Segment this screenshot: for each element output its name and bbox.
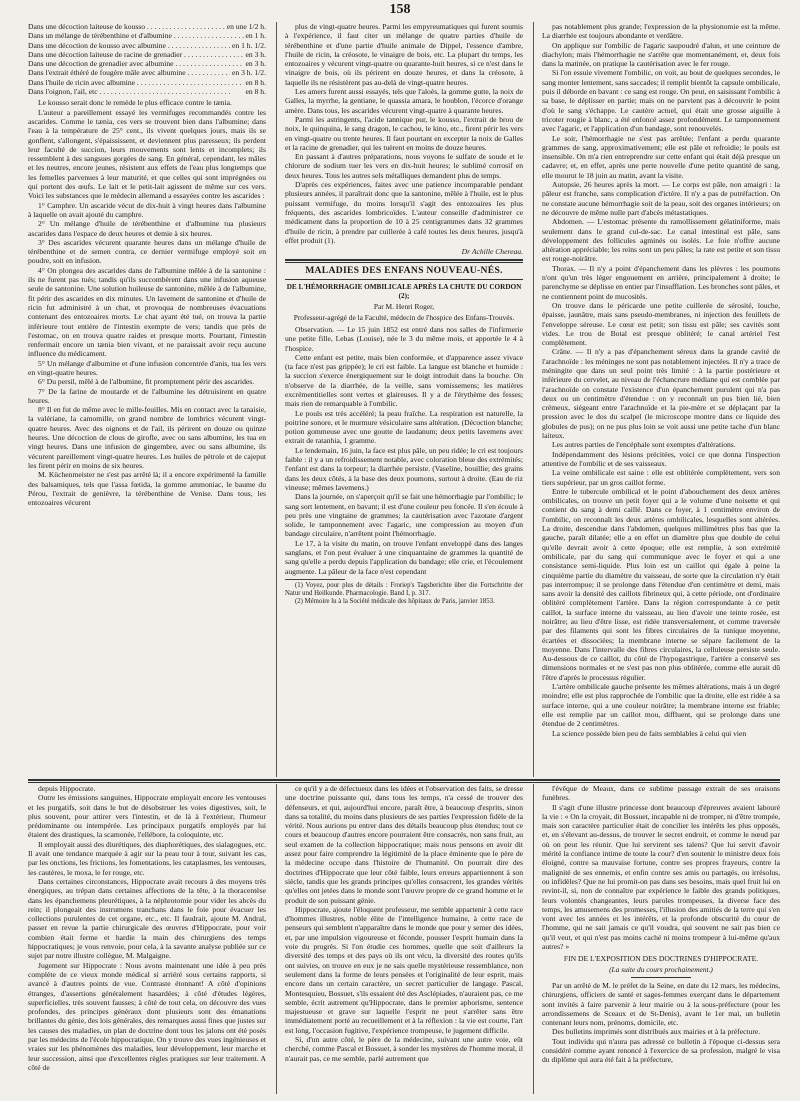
lower-column-3	[542, 784, 780, 1094]
upper-section	[28, 22, 780, 777]
paragraph: l'évêque de Meaux, dans ce sublime passage extrait de ses oraisons funèbres.	[542, 784, 780, 803]
continuation-notice: (La suite du cours prochainement.)	[609, 964, 713, 974]
article-author-role: Professeur-agrégé de la Faculté, médecin de l'hospice des Enfans-Trouvés.	[293, 312, 515, 322]
paragraph: Observation. — Le 15 juin 1852 est entré dans nos salles de l'infirmerie une petite fille, Lebas (Louise), née le 3 du même mois, et apportée le 4 à l'hospice.	[285, 324, 523, 353]
paragraph: La science possède bien peu de faits semblables à celui qui vien	[552, 728, 747, 738]
paragraph: 5° Un mélange d'albumine et d'une infusion concentrée d'anis, tua les vers en vingt-quatre heures.	[28, 358, 266, 377]
recipe-row: Dans l'oignon, l'ail, etc . . . en 8 h.	[28, 87, 266, 96]
paragraph: Les autres parties de l'encéphale sont exemptes d'altérations.	[552, 440, 736, 450]
paragraph: Indépendamment des lésions précitées, voici ce que donna l'inspection attentive de l'ombilic et de ses vaisseaux.	[542, 449, 780, 468]
paragraph: Tout individu qui n'aura pas adressé ce bulletin à l'époque ci-dessus sera considéré comme ayant renoncé à l'exercice de sa profession, malgré le visa du diplôme qui aura été fait à la préfecture,	[542, 1036, 780, 1065]
paragraph: depuis Hippocrate.	[38, 784, 96, 793]
lower-section	[28, 784, 780, 1094]
column-1	[28, 22, 266, 777]
page-divider	[28, 779, 780, 781]
paragraph: plus de vingt-quatre heures. Parmi les empyreumatiques qui furent soumis à l'expérience, il faut citer un mélange de quatre parties d'huile de térébenthine et d'une partie d'huile animale de Dippel, l'essence d'ambre, l'huile de ricin, la créosote, le vinaigre de bois, etc. La plupart du temps, les entozoaires y vécurent vingt-quatre ou quarante-huit heures, si ce n'est dans le vinaigre de bois, où ils périrent en douze heures, et dans la créosote, à laquelle ils ne résistèrent pas au-delà de vingt-quatre heures.	[285, 22, 523, 87]
paragraph: Jugement sur Hippocrate : Nous avons maintenant une idée à peu près complète de ce vieux monde médical si arriéré sous certains rapports, si avancé à d'autres points de vue. Contraste étonnant! A côté d'opinions étranges, d'assertions généralement hasardées; à côté d'études légères, superficielles, très souvent fausses; à côté de tout cela, on découvre des vues profondes, des principes généraux dont plusieurs sont des émanations brillantes du génie, des lois générales, des remarques aussi fines que justes sur les causes des maladies, un plan de doctrine dont tous les jalons ont été posés par les médecins de l'école hippocratique. On y trouve des vues ingénieuses et vraies sur les phénomènes des maladies, leur développement, leur marche et leur succession, ainsi que d'excellentes règles pratiques sur leur traitement. A côté de	[28, 960, 266, 1072]
section-divider	[285, 259, 523, 263]
paragraph: Le lendemain, 16 juin, la face est plus pâle, un peu ridée; le cri est toujours faible : il y a un refroidissement notable, avec coloration bleue des extrémités; l'enfant est dans la torpeur; la diarrhée persiste. (Vaseline, bouillie; des grains dans les deux côtés, à la base des deux poumons, surtout à droite. (Eau de riz vineuse; mêmes lavemens.)	[285, 445, 523, 492]
paragraph: Crâne. — Il n'y a pas d'épanchement séreux dans la grande cavité de l'arachnoïde : les méninges ne sont pas notablement injectées. Il n'y a trace de méningite que dans un seul point très limité : à la partie postérieure et inférieure du cervelet, au niveau de l'échancrure médiane qui est comblée par l'arachnoïde on constate l'existence d'un épanchement purulent qui n'a pas deux ou un centimètre d'étendue : on y reconnaît un pus bien lié, bien crémeux, siégeant entre l'arachnoïde et la pie-mère et se déplaçant par la pression avec le dos du scalpel (le microscope montre dans ce liquide des globules de pus); on ne pus plus loin se voit aussi une petite tache d'un blanc laiteux.	[542, 347, 780, 441]
column-1-text	[28, 98, 266, 507]
paragraph: Hippocrate, ajoute l'éloquent professeur, me semble appartenir à cette race d'hommes illustres, noble élite de l'intelligence humaine, à cette race de penseurs qui semblent n'apparaître dans le monde que pour y semer des idées, et, par une impulsion vigoureuse et féconde, pousser l'esprit humain dans la voie du progrès. Si l'on étudie ces hommes, quelle que soit d'ailleurs la diversité des temps et des pays où ils ont vécu, la diversité des routes qu'ils ont suivies, on trouve en eux je ne sais quelle mystérieuse ressemblance, non seulement dans la forme de leurs pensées et l'originalité de leur esprit, mais encore dans un certain caractère, un secret particulier de langage. Pascal, Montesquieu, Bossuet, s'ils essaient été des Asclépiades, n'auraient pas, ce me semble, écrit autrement qu'Hippocrate, dans le premier aphorisme, sentence majestueuse et grave sur laquelle l'esprit ne peut s'arrêter sans être immédiatement porté au recueillement et à la réflexion : la vie est courte, l'art est long, l'occasion fugitive, l'expérience trompeuse, le jugement difficile.	[285, 904, 523, 1035]
lower-column-1	[28, 784, 266, 1094]
page-divider-thin	[28, 782, 780, 783]
end-notice: FIN DE L'EXPOSITION DES DOCTRINES D'HIPPOCRATE.	[563, 954, 759, 964]
paragraph: 3° Des ascarides vécurent quarante heures dans un mélange d'huile de térébenthine et de semen contra, ce dernier vermifuge employé soit en poudre, soit en infusion.	[28, 237, 266, 266]
paragraph: Des bulletins imprimés sont distribués aux mairies et à la préfecture.	[552, 1027, 761, 1037]
column-2-text	[285, 22, 523, 245]
paragraph: pas notablement plus grande; l'expression de la physionomie est la même. La diarrhée est toujours abondante et verdâtre.	[542, 22, 780, 41]
paragraph: Abdomen. — L'estomac présente du ramollissement gélatiniforme, mais seulement dans le grand cul-de-sac. Le canal intestinal est pâle, sans développement des follicules agminés ou isolés. Le foie n'offre aucune altération appréciable; les reins sont un peu pâles; la rate est petite et son tissu est rouge-noirâtre.	[542, 217, 780, 264]
article-subtitle: DE L'HÉMORRHAGIE OMBILICALE APRÈS LA CHUTE DU CORDON (2);	[286, 282, 522, 301]
recipe-row: Dans l'huile de ricin avec albumine . . . en 8 h.	[28, 78, 266, 87]
footnote: (2) Mémoire lu à la Société médicale des hôpitaux de Paris, janvier 1853.	[295, 598, 495, 606]
paragraph: Le pouls est très accéléré; la peau fraîche. La respiration est naturelle, la poitrine sonore, et le murmure vésiculaire sans altération. (Décoction blanche; potion gommeuse avec une goutte de laudanum; deux petits lavemens avec extrait de ratanhia, 1 gramme.	[285, 408, 523, 446]
paragraph: La veine ombilicale est saine : elle est oblitérée complètement, vers son tiers supérieur, par un gros caillot ferme.	[542, 468, 780, 487]
paragraph: Le soir, l'hémorrhagie ne s'est pas arrêtée; l'enfant a perdu quarante grammes de sang, approximativement; elle est pâle et refroidie; le pouls est insensible. On m'a rien entreprendre sur cette enfant qui était déjà presque un cadavre; et, en effet, après une perte nouvelle d'une petite quantité de sang, elle mourut le 18 juin au matin, avant la visite.	[542, 133, 780, 180]
paragraph: Il employait aussi des diurétiques, des diaphorétiques, des sialagogues, etc. Il avait une tendance marquée à agir sur la peau tour à tour, suivant les cas, par les onctions, les frictions, les fomentations, les cataplasmes, les ventouses, les cautères, le moxa, le fer rouge, etc.	[28, 839, 266, 877]
paragraph: Outre les émissions sanguines, Hippocrate employait encore les ventouses et les purgatifs, soit dans le but de désobstruer les voies digestives, soit, le plus souvent, pour attirer vers l'intestin, et de là à l'extérieur, l'humeur prédominante ou intempérée. Les principaux purgatifs employés par lui étaient des drastiques, la scamonée, l'ellébore, la coloquinte, etc.	[28, 793, 266, 840]
recipe-row: Dans une décoction de kousso avec albumine . . . en 1 h. 1/2.	[28, 41, 266, 50]
recipe-row: Dans une décoction laiteuse de kousso . . . en une 1/2 h.	[28, 22, 266, 31]
recipe-list	[28, 22, 266, 96]
paragraph: Par un arrêté de M. le préfet de la Seine, en date du 12 mars, les médecins, chirurgiens, officiers de santé et sages-femmes exerçant dans le département sont invités à faire parvenir à leur mairie ou à la sous-préfecture (pour les arrondissemens de Sceaux et de St-Denis), avant le 1er mai, un bulletin contenant leurs nom, prénoms, domicile, etc.	[542, 980, 780, 1028]
lower-column-1-text	[28, 784, 266, 1072]
lower-column-2-text	[285, 784, 523, 1063]
paragraph: ce qu'il y a de défectueux dans les idées et l'observation des faits, se dresse une doctrine puissante qui, dans tous les temps, n'a cessé de trouver des défenseurs, et qui, aujourd'hui encore, paraît être, à beaucoup d'esprits, sinon dans sa totalité, du moins dans plusieurs de ses parties l'expression fidèle de la vérité. Nous aurions pu entrer dans des détails beaucoup plus étendus; tout ce cours et beaucoup d'autres encore pourraient être consacrés, non sans fruit, au seul examen de la collection hippocratique; mais nous pensons en avoir dit assez pour faire comprendre la légitimité de la place éminente que le père de la médecine occupe dans l'histoire de l'humanité. On pourrait dire des doctrines d'Hippocrate que leur côté faible, leurs erreurs appartiennent à son siècle, tandis que les grands principes qu'elles consacrent, les grandes vérités qu'elles ont jetées dans le monde sont l'œuvre propre de ce grand homme et le produit de son puissant génie.	[285, 784, 523, 905]
recipe-row: Dans un mélange de térébenthine et d'albumine . . . en 1 h.	[28, 31, 266, 40]
short-divider	[631, 977, 691, 978]
column-3-text	[542, 22, 780, 738]
footnotes	[285, 582, 523, 607]
column-2	[285, 22, 523, 777]
article-signature: Dr Achille Chereau.	[461, 247, 523, 257]
title-divider	[285, 279, 523, 280]
column-rule	[533, 784, 534, 1094]
paragraph: 1° Camphre. Un ascaride vécut de dix-huit à vingt heures dans l'albumine à laquelle on avait ajouté du camphre.	[28, 200, 266, 219]
paragraph: L'artère ombilicale gauche présente les mêmes altérations, mais à un degré moindre; elle est plus rapprochée de l'ombilic que la droite, elle est ridée à sa surface interne, qui a une couleur noirâtre; la membrane interne est friable; elle est remplie par un caillot mou, diffluent, qui se prolonge dans une étendue de 2 centimètres.	[542, 682, 780, 729]
paragraph: M. Küchenmeister ne s'est pas arrêté là; il a encore expérimenté la famille des balsamiques, tels que l'assa fœtida, la gomme ammoniac, le baume du Pérou, l'extrait de genièvre, la térébenthine de Venise. Dans tous, les entozoaires vécurent	[28, 470, 266, 508]
footnote-rule	[285, 579, 345, 580]
column-rule	[276, 784, 277, 1094]
paragraph: Thorax. — Il n'y a point d'épanchement dans les plèvres : les poumons n'ont qu'un très léger engouement en arrière, principalement à droite; le parenchyme se déplisse en entier par l'insufflation. Les bronches sont pâles, et ne contiennent point de mucosités.	[542, 263, 780, 301]
paragraph: Cette enfant est petite, mais bien conformée, et d'apparence assez vivace (ta face n'est pas grippée); le cri est faible. La langue est blanche et humide : la succion s'exerce énergiquement sur le doigt introduit dans la bouche. On n'observe de la diarrhée, de la veille, sans vomissemens; les matières excrémentitielles sont vertes et glaireuses. Il y a de l'érythème des fesses; mais rien de remarquable à l'ombilic.	[285, 352, 523, 409]
lower-column-2	[285, 784, 523, 1094]
paragraph: Parmi les astringents, l'acide tannique pur, le kousso, l'extrait de brou de noix, le quinquina, le sang dragon, le cachou, le kino, etc., firent périr les vers en vingt-quatre ou trente heures. Il faut pourtant en excepter la noix de Galles et la racine de grenadier, qui les tuèrent en moins de douze heures.	[285, 114, 523, 152]
paragraph: Les amers furent aussi essayés, tels que l'aloès, la gomme gutte, la noix de Galles, la myrrhe, la gentiane, le quassia amara, le houblon, l'écorce d'orange amère. Dans tous, les ascarides vécurent vingt-quatre à quarante heures.	[285, 87, 523, 115]
paragraph: D'après ces expériences, faites avec une patience incomparable pendant plusieurs années, il paraîtrait donc que la santonine, mêlée à l'huile, est le plus puissant vermifuge, du moins lorsqu'il s'agit des entozoaires les plus fréquents, des ascarides lombricoïdes. L'auteur conseille d'administrer ce médicament dans la proportion de 10 à 25 centigrammes dans 32 grammes d'huile de ricin, à prendre par cuillerée à café toutes les deux heures, jusqu'à effet produit (1).	[285, 180, 523, 245]
paragraph: Si l'on essuie vivement l'ombilic, on voit, au bout de quelques secondes, le sang monter lentement, sans saccades; il remplit bientôt la capsule ombilicale, puis il déborde en bavant : ce sang est rouge. On peut, en saisissant l'ombilic à sa base, le déplisser en partie; mais on ne parvient pas à découvrir le point d'où le sang s'échappe. Le cautère actuel, qui était une grosse aiguille à tricoter rougie à blanc, a été enfoncé assez profondément. Le tamponnement avec l'agaric, et l'application d'un bandage, sont renouvelés.	[542, 68, 780, 134]
paragraph: Dans la journée, on s'aperçoit qu'il se fait une hémorrhagie par l'ombilic; le sang sort lentement, en bavant; il est d'une couleur peu foncée. Il s'en écoule à peu près une vingtaine de grammes; la cautérisation avec l'azotate d'argent solide, le tamponnement avec l'agaric, une compression au moyen d'un bandage circulaire, n'arrêtent point l'hémorrhagie.	[285, 492, 523, 539]
footnote: (1) Voyez, pour plus de détails : Froriep's Tagsberichte über die Fortschritte der Natur und Heilkunde. Pharmacologie. Band I, p. 317.	[285, 581, 523, 598]
paragraph: 4° On plongea des ascarides dans de l'albumine mêlée à de la santonine : ils ne furent pas tués; tandis qu'ils succombèrent dans une infusion aqueuse seule de santonine. Une solution huileuse de santonine, mêlée à de l'albumine, fit périr des ascarides en dix minutes. Un lavement de santonine et d'huile de ricin fut administré à un chat, et provoqua de nombreuses évacuations contenant des entozoaires morts. Le chat ayant été tué, on trouva la partie inférieure tout entière de l'intestin exempte de vers; tandis que près de l'estomac, on en trouva quatre raides et presque morts. Pourtant, l'intestin renfermait encore un tænia bien vivant, et ne paraissait avoir reçu aucune influence du médicament.	[28, 265, 266, 359]
paragraph: 7° De la farine de moutarde et de l'albumine les détruisirent en quatre heures.	[28, 386, 266, 405]
paragraph: 8° Il en fut de même avec le mille-feuilles. Mis en contact avec la tanaisie, la valériane, la camomille, on grand nombre de lombrics vécurent vingt-quatre heures. Avec des oignons et de l'ail, ils périrent en douze ou quinze heures. Une décoction de clous de girofle, avec ou sans albumine, les tua en vingt heures. Dans une infusion de gingembre, avec ou sans albumine, ils vécurent pareillement vingt-quatre heures. Les huiles de pétrole et de cajeput les firent périr en moins de six heures.	[28, 405, 266, 470]
page-number: 158	[389, 2, 411, 17]
paragraph: Le kousso serait donc le remède le plus efficace contre le tænia.	[38, 98, 232, 108]
column-3	[542, 22, 780, 777]
article-text	[285, 325, 523, 576]
column-rule	[276, 22, 277, 777]
paragraph: 6° Du persil, mêlé à de l'albumine, fit promptement périr des ascarides.	[38, 377, 255, 387]
paragraph: Il s'agit d'une illustre princesse dont beaucoup d'épreuves avaient labouré la vie : « On la croyait, dit Bossuet, incapable ni de tromper, ni d'être trompée, mais son caractère particulier était de concilier les intérêts les plus opposés, et, en s'élevant au-dessus, de trouver le secret endroit, et comme le nœud par où on peut les réunir. Que lui servirent ses talens? Que lui servit d'avoir mérité la confiance intime de toute la cour? d'en soutenir le ministre deux fois éloigné, contre sa mauvaise fortune, contre ses propres frayeurs, contre la malignité de ses ennemis, et enfin contre ses amis ou partagés, ou irrésolus, ou infidèles? Que ne lui promit-on pas dans ses besoins, mais quel fruit lui en revint-il, si, non de connaître par expérience le faible des grands politiques, leurs volontés changeantes, leurs paroles trompeuses, la diverse face des temps, les amusemens des promesses, l'illusion des amitiés de la terre qui s'en vont avec les années et les intérêts, et la profonde obscurité du cœur de l'homme, qui ne sait jamais ce qu'il voudra, qui souvent ne sait pas bien ce qu'il veut, et qui n'est pas moins caché ni moins trompeur à lui-même qu'aux autres? »	[542, 802, 780, 952]
paragraph: Si, d'un autre côté, le père de la médecine, suivant une autre voie, eût cherché, comme Pascal et Bossuet, à sonder les mystères de l'homme moral, il n'aurait pas, ce me semble, parlé autrement que	[285, 1035, 523, 1063]
recipe-row: Dans une décoction de grenadier avec albumine . . . en 3 h.	[28, 59, 266, 68]
paragraph: En passant à d'autres préparations, nous voyons le sulfate de soude et le chlorure de sodium tuer les vers en dix-huit heures; le sublimé corrosif en deux heures. Tous les autres sels métalliques demandent plus de temps.	[285, 152, 523, 180]
recipe-row: Dans une décoction laiteuse de racine de grenadier . . . en 3 h.	[28, 50, 266, 59]
paragraph: Autopsie, 26 heures après la mort. — Le corps est pâle, non amaigri : la pâleur est franche, sans complication d'ictère. Il n'y a pas de putréfaction. On ne constate aucune hémorrhagie soit de la peau, soit des organes intérieurs; on ne découvre de même nulle part d'abcès métastatiques.	[542, 180, 780, 217]
paragraph: Dans certaines circonstances, Hippocrate avait recours à des moyens très énergiques, au trépan dans certaines affections de la tête, à la thoracentèse dans les épanchemens pleurétiques, à la néphrotomie pour vider les abcès du rein; il plongeait des instrumens tranchans dans le foie pour évacuer les collections purulentes de cet organe, etc., etc. Il faudrait, ajoute M. Andral, passer en revue la partie chirurgicale des œuvres d'Hippocrate, pour voir combien était ferme et hardie la main des chirurgiens des temps hippocratiques; je vous renvoie, pour cela, à la savante analyse publiée sur ce sujet par notre illustre collègue, M. Malgaigne.	[28, 876, 266, 961]
paragraph: Le 17, à la visite du matin, on trouve l'enfant enveloppé dans des langes sanglans, et l'on peut évaluer à une cinquantaine de grammes la quantité de sang qu'elle a perdu depuis l'application du bandage; elle crie, et l'écoulement augmente. La pâleur de la face n'est cependant	[285, 538, 523, 576]
paragraph: On trouve dans le péricarde une petite cuillerée de sérosité, louche, épaisse, jaunâtre, mais sans pseudo-membranes, ni injection des feuillets de l'enveloppe séreuse. Le cœur est petit; son tissu est pâle; ses cavités sont vides. Le trou de Botal est presque oblitéré; le canal artériel l'est complètement.	[542, 300, 780, 348]
paragraph: L'auteur a pareillement essayé les vermifuges recommandés contre les ascarides. Comme le tænia, ces vers se trouvent bien dans l'albumine; dans l'eau à la température de 25° cent., ils vivent quelques jours, mais ils se gonflent, s'allongent, s'épaississent, et deviennent plus paresseux; ils perdent leur faculté de succion, leurs mouvements sont lents et incomplets; ils ressemblent à des sangsues gorgées de sang. En général, cependant, les mâles et les neutres, encore jeunes, résistent aux effets de l'eau plus longtemps que les femelles parvenues à leur maturité, et que celles qui sont imprégnées ou qui portent des œufs. Le lait et le petit-lait agissent de même sur ces vers. Voici les substances que le médecin allemand a essayées contre les ascarides :	[28, 107, 266, 201]
article-author: Par M. Henri Roger,	[373, 302, 435, 312]
paragraph: On applique sur l'ombilic de l'agaric saupoudré d'alun, et une ceinture de diachylon; mais l'hémorrhagie ne s'arrête que momentanément, et, deux fois dans la matinée, on pratique la cautérisation avec le fer rouge.	[542, 40, 780, 69]
paragraph: 2° Un mélange d'huile de térébenthine et d'albumine tua plusieurs ascarides dans l'espace de deux heures et demie à six heures.	[28, 219, 266, 238]
section-title: MALADIES DES ENFANS NOUVEAU-NÉS.	[305, 265, 503, 277]
paragraph: Entre le tubercule ombilical et le point d'abouchement des deux artères ombilicales, on trouve un petit foyer qui a le volume d'une noisette et qui contient du sang à demi caillé. Dans ce foyer, à 1 centimètre environ de l'ombilic, on reconnaît les deux artères ombilicales, lesquelles sont altérées. La droite, descendue dans l'abdomen, quelques millimètres plus bas que la gauche, paraît dilatée; elle a en effet un diamètre plus que double de celui qu'elle devrait avoir à cette époque; elle est remplie, à son extrémité ombilicale, par du sang qui communique avec le foyer et qui a une consistance semi-liquide. Plus loin est un caillot qui égale à peine la cinquième partie du diamètre du vaisseau, de sorte que la circulation n'y était pas interrompue; il se prolonge dans l'étendue d'un centimètre et demi, mais sans avoir la densité des caillots fibrineux qui, à cette période, ont d'ordinaire oblitéré complètement l'artère. Dans la région correspondante à ce petit caillot, la surface interne du vaisseau, au lieu d'avoir une teinte rosée, est noirâtre; au lieu d'être lisse, est ridée transversalement, et comme traversée par des filaments qui sont les fibres circulaires de la tunique moyenne, écartées et dissociées; la membrane interne se sépare facilement de la moyenne. Dans l'intervalle des fibres circulaires, la celluleuse persiste seule. Au-dessous de ce caillot, du côté de l'hypogastrique, l'artère a conservé ses dimensions normales et ne s'est pas non plus oblitérée, comme elle aurait dû l'être d'après le processus régulier.	[542, 486, 780, 682]
column-rule	[533, 22, 534, 777]
recipe-row: Dans l'extrait éthéré de fougère mâle avec albumine . . . en 3 h. 1/2.	[28, 68, 266, 77]
